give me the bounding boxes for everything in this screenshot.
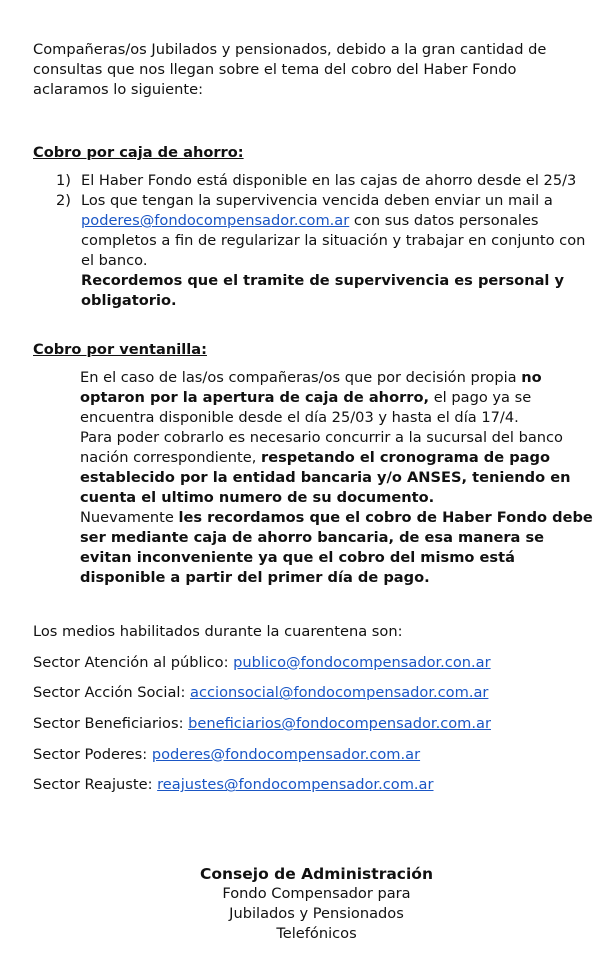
contact-label: Sector Reajuste: [33, 776, 158, 794]
contact-section [33, 622, 593, 806]
text-span: el pago ya se encuentra disponible desde el día 25/03 y hasta el día 17/4. [80, 389, 532, 426]
text-span: En el caso de las/os compañeras/os que por decisión propia [80, 369, 522, 386]
contact-label: Sector Acción Social: [33, 684, 191, 702]
supervivencia-note: Recordemos que el tramite de supervivencia es personal y obligatorio. [81, 272, 565, 309]
contact-row [33, 745, 593, 776]
contact-email-link[interactable]: accionsocial@fondocompensador.com.ar [190, 684, 489, 702]
contact-email-link[interactable]: beneficiarios@fondocompensador.com.ar [188, 715, 491, 733]
contact-row [33, 683, 593, 714]
contact-row [33, 714, 593, 745]
list-item-text: El Haber Fondo está disponible en las cajas de ahorro desde el 25/3 [81, 172, 577, 189]
signature-line: Telefónicos [276, 925, 357, 942]
signature-line: Jubilados y Pensionados [229, 905, 404, 922]
text-span: Nuevamente [80, 509, 179, 526]
signature-line: Fondo Compensador para [222, 885, 411, 902]
contact-label: Sector Beneficiarios: [33, 715, 189, 733]
email-link-poderes[interactable]: poderes@fondocompensador.com.ar [81, 212, 350, 229]
signature-block [120, 864, 513, 944]
text-span: Para poder cobrarlo es necesario concurrir a la sucursal del banco nación correspondiente, [80, 429, 563, 466]
list-item [33, 171, 593, 191]
signature-title: Consejo de Administración [200, 865, 433, 883]
list-number: 2) [56, 192, 71, 209]
contact-row [33, 775, 593, 806]
list-item-text: con sus datos personales completos a fin de regularizar la situación y trabajar en conjunto con el banco. [81, 212, 586, 269]
bold-span: no optaron por la apertura de caja de ahorro, [80, 369, 542, 406]
list-item [33, 191, 593, 311]
contact-email-link[interactable]: publico@fondocompensador.con.ar [233, 653, 491, 671]
caja-de-ahorro-list [33, 171, 593, 311]
ventanilla-paragraph [80, 428, 600, 508]
ventanilla-paragraph [80, 508, 600, 588]
contact-email-link[interactable]: reajustes@fondocompensador.com.ar [157, 776, 434, 794]
ventanilla-paragraph [80, 368, 600, 428]
list-number: 1) [56, 172, 71, 189]
bold-span: respetando el cronograma de pago establecido por la entidad bancaria y/o ANSES, teniendo en cuenta el ultimo numero de su documento. [80, 449, 571, 506]
bold-span: les recordamos que el cobro de Haber Fondo debe ser mediante caja de ahorro bancaria, de esa manera se evitan inconveniente ya que el cobro del mismo está disponible a partir del primer día de pago. [80, 509, 593, 586]
contact-label: Sector Poderes: [33, 745, 152, 763]
heading-ventanilla: Cobro por ventanilla: [33, 341, 207, 358]
heading-caja-de-ahorro: Cobro por caja de ahorro: [33, 144, 244, 161]
contact-row [33, 653, 593, 684]
intro-paragraph: Compañeras/os Jubilados y pensionados, debido a la gran cantidad de consultas que nos llegan sobre el tema del cobro del Haber Fondo aclaramos lo siguiente: [33, 41, 547, 98]
ventanilla-block [80, 368, 600, 588]
contact-label: Sector Atención al público: [33, 653, 234, 671]
contact-email-link[interactable]: poderes@fondocompensador.com.ar [151, 745, 421, 763]
contact-intro: Los medios habilitados durante la cuarentena son: [33, 623, 403, 640]
list-item-text: Los que tengan la supervivencia vencida deben enviar un mail a [81, 192, 553, 209]
